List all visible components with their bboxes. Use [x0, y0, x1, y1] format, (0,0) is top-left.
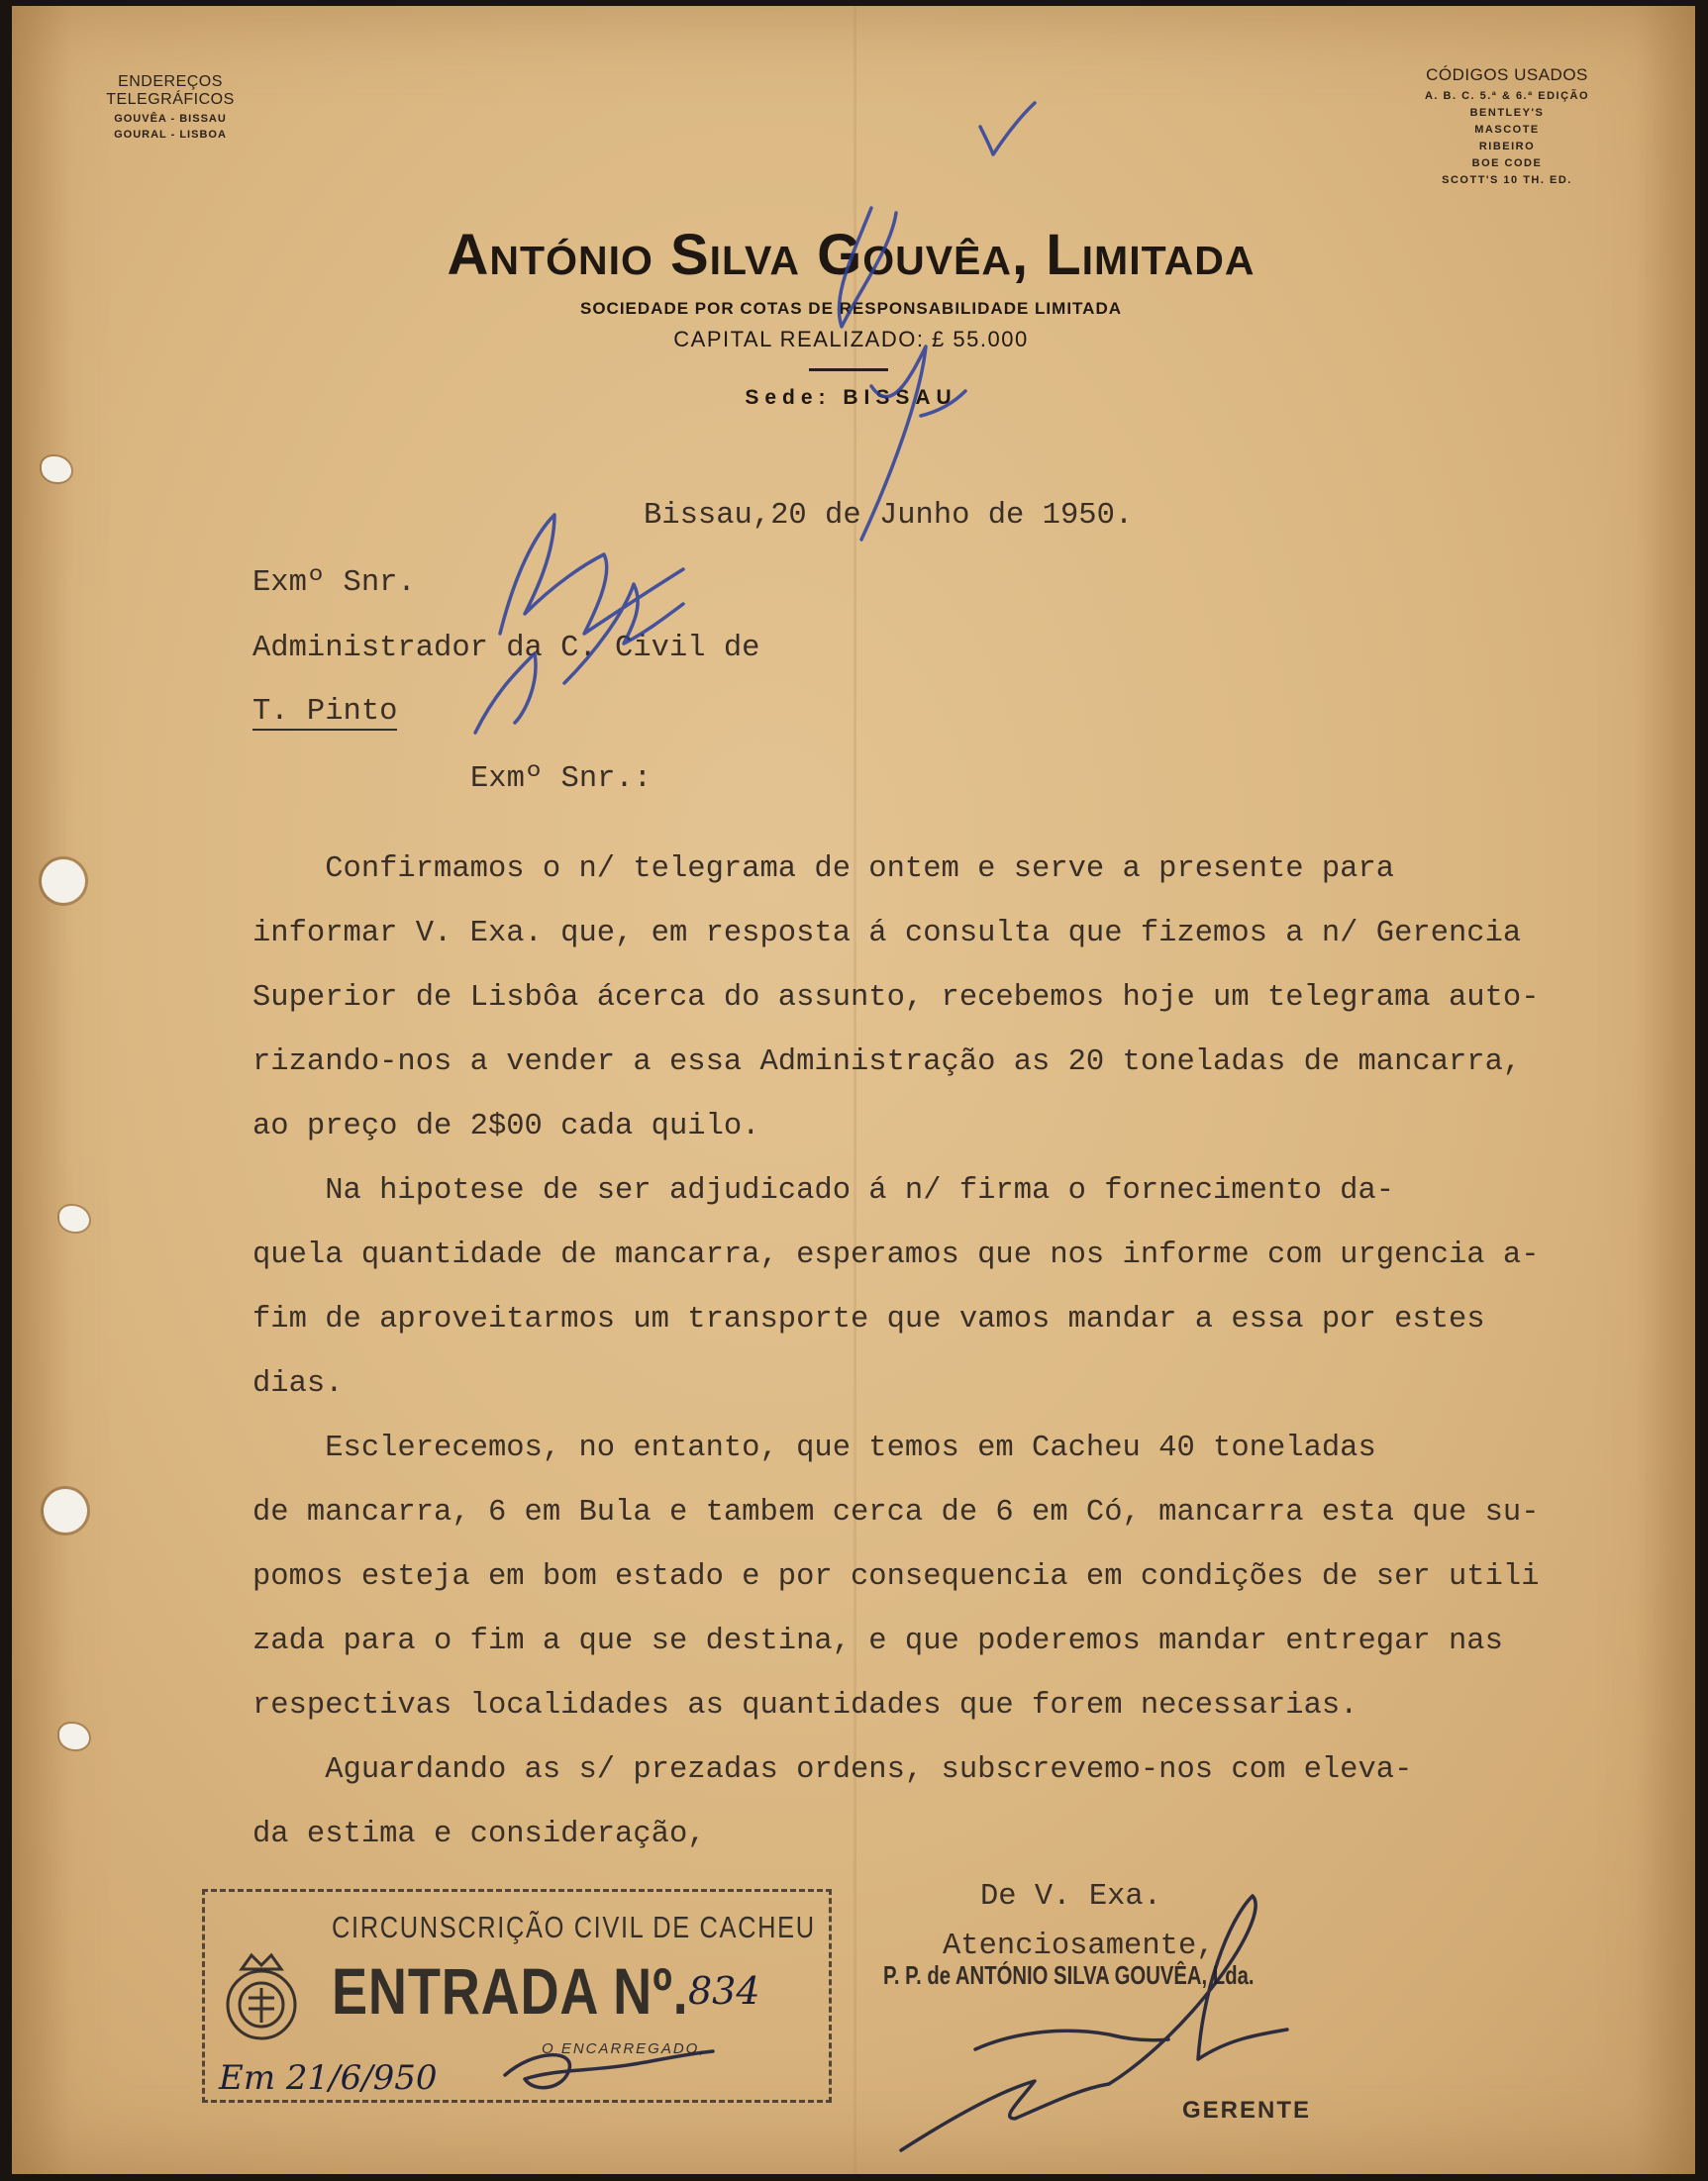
- paper-edge-shade-left: [12, 6, 71, 2174]
- salutation: Exmº Snr.:: [470, 762, 653, 796]
- entry-stamp: [202, 1889, 832, 2103]
- recipient-line-underlined: [252, 695, 397, 729]
- company-name: António Silva Gouvêa, Limitada: [447, 223, 1256, 287]
- code-line: BENTLEY'S: [1469, 107, 1545, 119]
- body-line: respectivas localidades as quantidades que forem necessarias.: [252, 1689, 1358, 1723]
- telegraph-line: GOURAL - LISBOA: [114, 129, 227, 141]
- paper-tear: [42, 456, 71, 482]
- signature-company-stamp: P. P. de ANTÓNIO SILVA GOUVÊA, Lda.: [883, 1960, 1255, 1990]
- coat-of-arms-seal-icon: [217, 1943, 306, 2052]
- stamp-entry-number: 834: [688, 1969, 760, 2013]
- paper-tear: [59, 1206, 89, 1232]
- telegraph-addresses: [66, 73, 274, 141]
- company-legal-form: SOCIEDADE POR COTAS DE RESPONSABILIDADE LIMITADA: [579, 299, 1122, 318]
- body-line: Confirmamos o n/ telegrama de ontem e serve a presente para: [252, 852, 1395, 886]
- closing-line: Atenciosamente,: [943, 1930, 1215, 1963]
- letter-page: [12, 6, 1695, 2174]
- company-headquarters: Sede: BISSAU: [745, 386, 957, 409]
- stamp-officer-label: O ENCARREGADO,: [542, 2040, 706, 2057]
- punch-hole: [44, 1489, 87, 1533]
- punch-hole: [42, 859, 85, 903]
- body-line: rizando-nos a vender a essa Administração as 20 toneladas de mancarra,: [252, 1045, 1522, 1079]
- body-line: ao preço de 2$00 cada quilo.: [252, 1110, 760, 1143]
- codes-used: [1393, 65, 1621, 189]
- telegraph-line: GOUVÊA - BISSAU: [114, 113, 227, 125]
- stamp-date: Em 21/6/950: [219, 2058, 438, 2098]
- recipient-line: Administrador da C. Civil de: [252, 632, 760, 665]
- code-line: SCOTT'S 10 TH. ED.: [1442, 174, 1572, 186]
- body-line: Superior de Lisbôa ácerca do assunto, recebemos hoje um telegrama auto-: [252, 981, 1540, 1015]
- telegraph-heading: ENDEREÇOS TELEGRÁFICOS: [106, 73, 235, 108]
- codes-heading: CÓDIGOS USADOS: [1426, 65, 1588, 84]
- code-line: BOE CODE: [1471, 157, 1543, 169]
- body-line: Na hipotese de ser adjudicado á n/ firma o fornecimento da-: [252, 1174, 1395, 1208]
- stamp-entry-label: ENTRADA Nº.: [332, 1954, 689, 2028]
- signature-title: GERENTE: [1182, 2097, 1312, 2124]
- body-line: da estima e consideração,: [252, 1818, 706, 1851]
- paper-edge-shade-right: [1636, 6, 1695, 2174]
- paper-tear: [59, 1724, 89, 1749]
- letter-date: Bissau,20 de Junho de 1950.: [644, 499, 1134, 533]
- body-line: pomos esteja em bom estado e por consequencia em condições de ser utili: [252, 1560, 1540, 1594]
- body-line: quela quantidade de mancarra, esperamos que nos informe com urgencia a-: [252, 1239, 1540, 1272]
- recipient-place: T. Pinto: [252, 695, 398, 729]
- company-capital: CAPITAL REALIZADO: £ 55.000: [673, 327, 1029, 351]
- body-line: zada para o fim a que se destina, e que poderemos mandar entregar nas: [252, 1625, 1503, 1658]
- body-line: informar V. Exa. que, em resposta á consulta que fizemos a n/ Gerencia: [252, 917, 1522, 950]
- recipient-line: Exmº Snr.: [252, 566, 416, 600]
- body-line: fim de aproveitarmos um transporte que vamos mandar a essa por estes: [252, 1303, 1485, 1337]
- body-line: dias.: [252, 1367, 344, 1401]
- code-line: A. B. C. 5.ª & 6.ª EDIÇÃO: [1424, 90, 1590, 102]
- letterhead-divider: [809, 368, 888, 371]
- closing-line: De V. Exa.: [980, 1880, 1162, 1914]
- code-line: RIBEIRO: [1478, 141, 1536, 152]
- body-line: Esclerecemos, no entanto, que temos em Cacheu 40 toneladas: [252, 1432, 1376, 1465]
- body-line: de mancarra, 6 em Bula e tambem cerca de 6 em Có, mancarra esta que su-: [252, 1496, 1540, 1530]
- code-line: MASCOTE: [1474, 124, 1540, 136]
- stamp-title: CIRCUNSCRIÇÃO CIVIL DE CACHEU: [332, 1910, 816, 1944]
- body-line: Aguardando as s/ prezadas ordens, subscrevemo-nos com eleva-: [252, 1753, 1413, 1787]
